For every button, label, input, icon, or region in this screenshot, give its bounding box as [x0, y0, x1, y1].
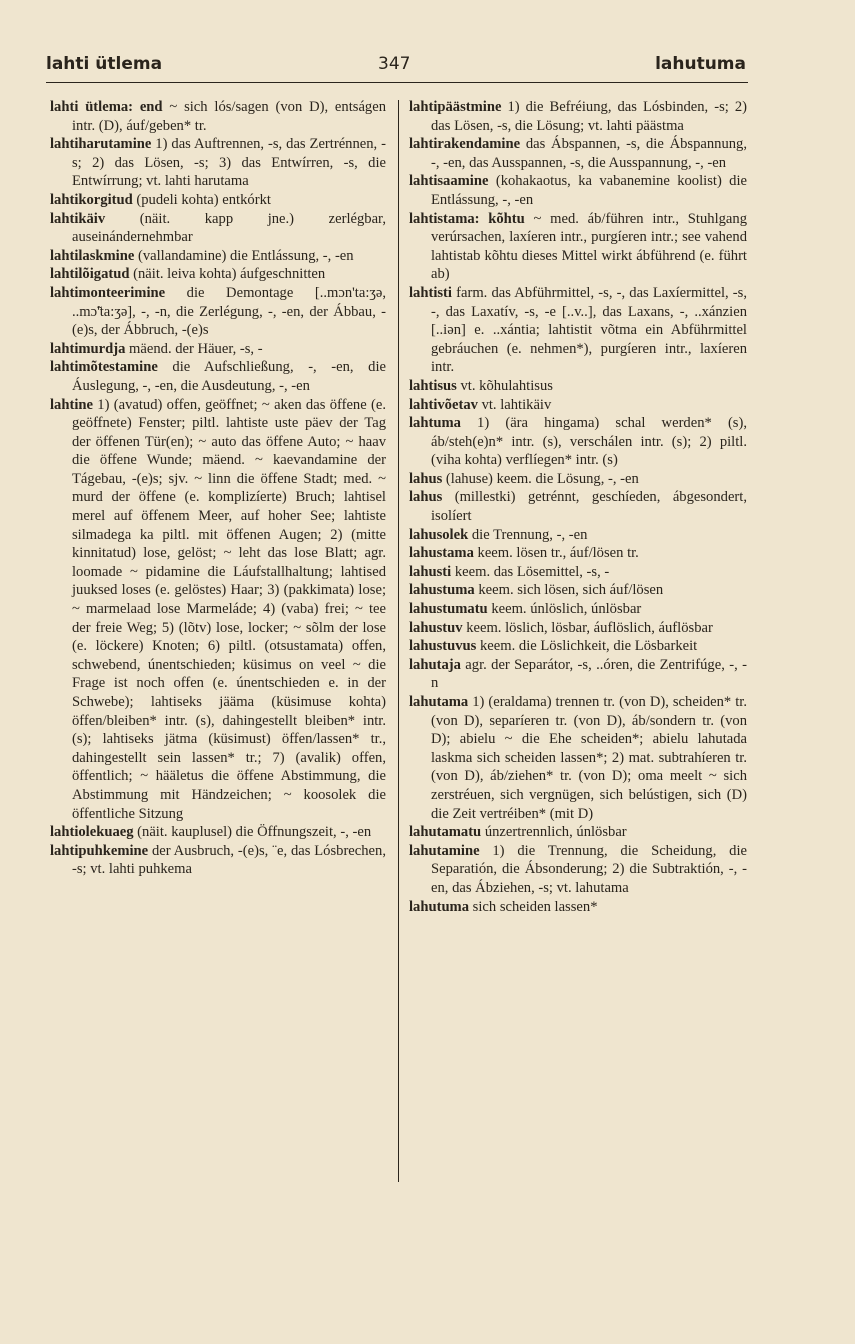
entry-headword: lahtiolekuaeg — [50, 824, 134, 841]
dictionary-entry — [409, 842, 747, 898]
entry-definition: vt. lahtikäiv — [477, 396, 552, 413]
dictionary-entry — [409, 98, 747, 135]
entry-headword: lahtisus — [409, 377, 457, 394]
dictionary-entry — [50, 98, 386, 135]
entry-headword: lahtipäästmine — [409, 99, 502, 115]
entry-definition: sich scheiden lassen* — [469, 898, 598, 915]
entry-definition: (lahuse) keem. die Lösung, -, -en — [442, 470, 639, 487]
dictionary-entry — [50, 823, 386, 842]
entry-headword: lahtine — [50, 396, 93, 413]
dictionary-entry — [409, 581, 747, 600]
entry-headword: lahutamine — [409, 842, 480, 859]
entry-headword: lahtimurdja — [50, 340, 126, 357]
dictionary-entry — [409, 544, 747, 563]
entry-definition: keem. löslich, lösbar, áuflöslich, áuflösbar — [462, 619, 713, 636]
entry-headword: lahus — [409, 489, 443, 506]
dictionary-entry — [409, 637, 747, 656]
entry-headword: lahutama — [409, 694, 469, 710]
dictionary-entry — [50, 265, 386, 284]
entry-definition: 1) die Trennung, die Scheidung, die Separatión, die Ábsonderung; 2) die Subtraktión, -, -en, das Ábziehen, -s; vt. lahutama — [431, 842, 747, 896]
entry-definition: agr. der Separátor, -s, ..óren, die Zentrifúge, -, -n — [431, 656, 747, 692]
dictionary-entry — [50, 340, 386, 359]
dictionary-entry — [50, 135, 386, 191]
entry-headword: lahtimõtestamine — [50, 359, 158, 376]
entry-headword: lahtisaamine — [409, 173, 489, 190]
header-right-guideword: lahutuma — [655, 54, 746, 74]
dictionary-entry — [409, 284, 747, 377]
entry-definition: die Demontage [..mɔn'ta:ʒə, ..mɔ̃'ta:ʒə], -, -n, die Zerlégung, -, -en, der Ábbau, -(e)s, der Ábbruch, -(e)s — [72, 284, 386, 339]
header-left-guideword: lahti ütlema — [46, 54, 163, 74]
entry-headword: lahustuvus — [409, 638, 477, 655]
entry-definition: 1) die Befréiung, das Lósbinden, -s; 2) das Lösen, -s, die Lösung; vt. lahti päästma — [431, 99, 747, 134]
entry-definition: (vallandamine) die Entlássung, -, -en — [134, 247, 354, 264]
dictionary-entry — [409, 135, 747, 172]
entry-definition: 1) (ära hingama) schal werden* (s), áb/steh(e)n* intr. (s), verschálen intr. (s); 2) piltl. (viha kohta) verflíegen* intr. (s) — [431, 415, 747, 469]
entry-definition: vt. kõhulahtisus — [456, 377, 553, 394]
left-column — [50, 98, 386, 879]
entry-definition: (näit. kauplusel) die Öffnungszeit, -, -en — [133, 824, 372, 841]
dictionary-entry — [409, 526, 747, 545]
entry-definition: únzertrennlich, únlösbar — [481, 824, 627, 841]
entry-headword: lahusolek — [409, 526, 469, 543]
entry-definition: keem. lösen tr., áuf/lösen tr. — [473, 545, 639, 562]
entry-definition: mäend. der Häuer, -s, - — [125, 340, 263, 357]
header-rule — [46, 82, 748, 83]
dictionary-entry — [50, 284, 386, 340]
right-column — [409, 98, 747, 916]
entry-definition: ~ med. áb/führen intr., Stuhlgang verúrsachen, laxíeren intr., purgíeren intr.; see vahend lahtistab kõhtu dieses Mittel wirkt ábführend (e. führt ab) — [431, 210, 747, 283]
entry-headword: lahusti — [409, 563, 452, 580]
entry-headword: lahtilõigatud — [50, 266, 130, 283]
dictionary-entry — [409, 823, 747, 842]
dictionary-entry — [409, 414, 747, 470]
entry-definition: keem. sich lösen, sich áuf/lösen — [474, 582, 664, 599]
entry-definition: der Ausbruch, -(e)s, ¨e, das Lósbrechen, -s; vt. lahti puhkema — [72, 842, 386, 878]
entry-headword: lahtikäiv — [50, 210, 106, 227]
entry-headword: lahus — [409, 470, 443, 487]
entry-headword: lahtuma — [409, 415, 461, 432]
page-header — [46, 54, 746, 82]
entry-definition: (näit. kapp jne.) zerlégbar, auseinándernehmbar — [72, 210, 386, 246]
entry-definition: die Trennung, -, -en — [468, 526, 588, 543]
entry-definition: das Ábspannen, -s, die Ábspannung, -, -en, das Ausspannen, -s, die Ausspannung, -, -en — [431, 136, 747, 171]
entry-headword: lahutuma — [409, 898, 470, 915]
column-divider — [398, 100, 399, 1182]
entry-definition: 1) das Auftrennen, -s, das Zertrénnen, -s; 2) das Lösen, -s; 3) das Entwírren, -s, die Entwírrung; vt. lahti harutama — [72, 136, 386, 190]
dictionary-entry — [50, 191, 386, 210]
dictionary-entry — [50, 396, 386, 824]
entry-definition: farm. das Abführmittel, -s, -, das Laxíermittel, -s, -, das Laxatív, -s, -e [..v..], das Laxans, -, ..xánzien [..iən] e. ..xántia; lahtistit võtma ein Abführmittel gebráuchen (e. nehmen*), purgíeren intr., laxíeren intr. — [431, 284, 747, 376]
dictionary-entry — [409, 619, 747, 638]
dictionary-entry — [409, 693, 747, 823]
dictionary-entry — [409, 377, 747, 396]
entry-definition: 1) (eraldama) trennen tr. (von D), scheiden* tr. (von D), separíeren tr. (von D), áb/sondern tr. (von D); abielu ~ die Ehe scheiden*; abielu lahutada laskma sich scheiden lassen*; 2) mat. subtrahíeren tr. (von D), áb/ziehen* tr. (von D); oma meelt ~ sich zerstréuen, sich vergnügen, sich belústigen, sich (D) die Zeit vertréiben* (mit D) — [431, 694, 747, 822]
dictionary-entry — [409, 656, 747, 693]
dictionary-entry — [409, 488, 747, 525]
entry-headword: lahtipuhkemine — [50, 842, 149, 859]
dictionary-entry — [409, 470, 747, 489]
entry-headword: lahtimonteerimine — [50, 284, 166, 301]
entry-definition: (millestki) getrénnt, geschíeden, ábgesondert, isolíert — [431, 489, 747, 525]
entry-headword: lahustumatu — [409, 601, 488, 618]
dictionary-entry — [50, 247, 386, 266]
dictionary-entry — [409, 172, 747, 209]
entry-definition: (kohakaotus, ka vabanemine koolist) die Entlássung, -, -en — [431, 173, 747, 208]
entry-definition: ~ sich lós/sagen (von D), entságen intr. (D), áuf/geben* tr. — [72, 99, 386, 134]
entry-headword: lahtisti — [409, 284, 452, 301]
entry-definition: keem. die Löslichkeit, die Lösbarkeit — [476, 638, 698, 655]
dictionary-entry — [50, 210, 386, 247]
entry-definition: keem. das Lösemittel, -s, - — [451, 563, 610, 580]
entry-headword: lahtiharutamine — [50, 136, 152, 153]
entry-definition: die Aufschließung, -, -en, die Áuslegung, -, -en, die Ausdeutung, -, -en — [72, 359, 386, 394]
entry-headword: lahutaja — [409, 656, 461, 673]
entry-headword: lahustuma — [409, 582, 475, 599]
entry-headword: lahtistama: kõhtu — [409, 210, 525, 227]
dictionary-entry — [409, 396, 747, 415]
entry-headword: lahti ütlema: end — [50, 99, 163, 115]
entry-headword: lahutamatu — [409, 824, 482, 841]
entry-headword: lahustuv — [409, 619, 463, 636]
dictionary-entry — [409, 600, 747, 619]
entry-definition: keem. únlöslich, únlösbar — [487, 601, 642, 618]
entry-headword: lahtirakendamine — [409, 136, 521, 153]
entry-headword: lahtikorgitud — [50, 191, 133, 208]
dictionary-entry — [409, 563, 747, 582]
dictionary-entry — [50, 842, 386, 879]
entry-definition: (pudeli kohta) entkórkt — [132, 191, 271, 208]
page-number: 347 — [378, 54, 411, 74]
entry-definition: (näit. leiva kohta) áufgeschnitten — [129, 266, 326, 283]
entry-headword: lahtilaskmine — [50, 247, 135, 264]
entry-definition: 1) (avatud) offen, geöffnet; ~ aken das öffene (e. geöffnete) Fenster; piltl. lahtiste uste päev der Tag der öffenen Tür(en); ~ auto das öffene Auto; ~ haav die öffene Wunde; mäend. ~ kaevandamine der Tágebau, -(e)s; sjv. ~ linn die öffene Stadt; med. ~ murd der öffene (e. komplizíerte) Bruch; lahtisel merel auf öffenem Meer, auf hoher See; lahtiste silmadega ka piltl. mit öffenen Augen; 2) (mitte kinnitatud) lose, gelöst; ~ leht das lose Blatt; agr. loomade ~ pidamine die Láufstallhaltung; lahtised juuksed loses (e. gelöstes) Haar; 3) (pakkimata) lose; ~ marmelaad lose Marmeláde; 4) (vaba) frei; ~ tee der freie Weg; 5) (lõtv) lose, locker; ~ sõlm der lose (e. löckere) Knoten; 6) piltl. (otsustamata) offen, schwebend, únentschieden; küsimus on veel ~ die Frage ist noch offen (e. únentschieden e. in der Schwebe); lahtiseks jääma (küsimuse kohta) öffen/bleiben* intr. (s), dahingestellt bleiben* intr. (s); lahtiseks jätma (küsimust) öffen/lassen* tr., dahingestellt sein lassen* tr.; 7) (avalik) offen, öffentlich; ~ hääletus die öffene Abstimmung, die Abstimmung mit Händzeichen; ~ koosolek die öffentliche Sitzung — [72, 396, 386, 822]
dictionary-entry — [50, 358, 386, 395]
dictionary-entry — [409, 210, 747, 284]
dictionary-entry — [409, 898, 747, 917]
entry-headword: lahustama — [409, 545, 474, 562]
entry-headword: lahtivõetav — [409, 396, 478, 413]
